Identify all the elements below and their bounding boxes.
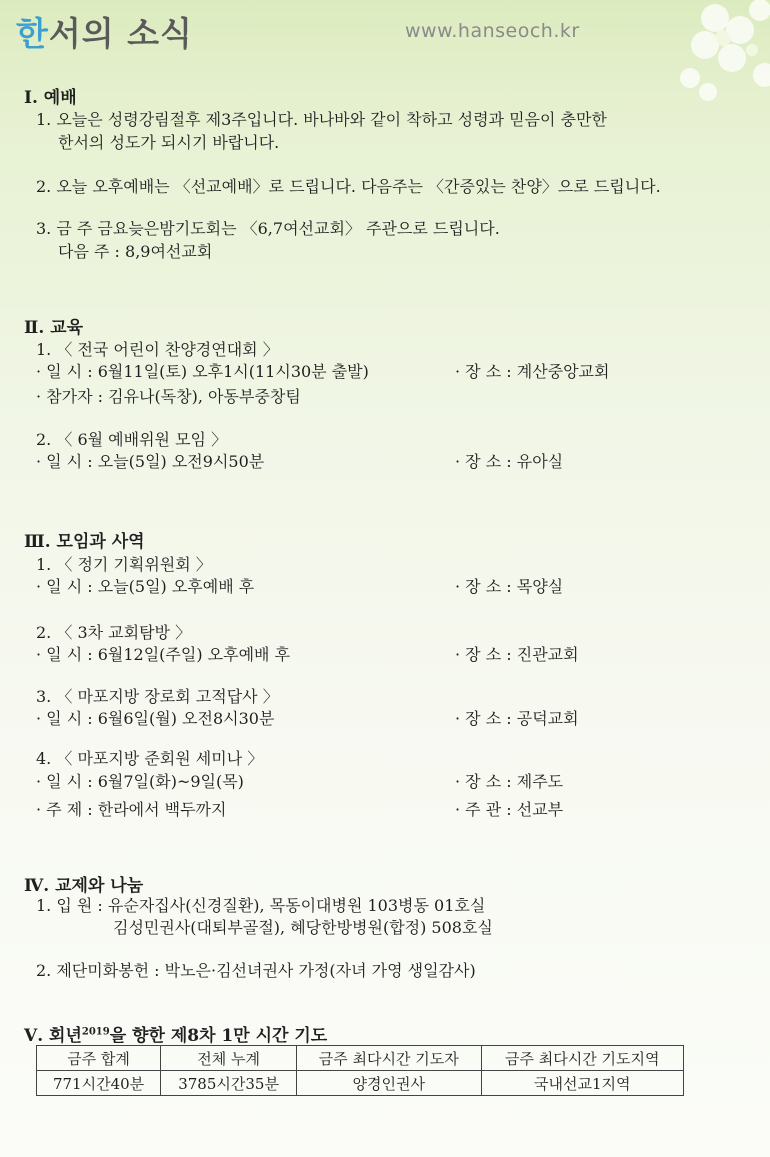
meeting-3: 3. 〈 마포지방 장로회 고적답사 〉 bbox=[36, 687, 279, 706]
fellowship-hospital-cont: 김성민권사(대퇴부골절), 혜당한방병원(합정) 508호실 bbox=[113, 918, 493, 937]
worship-item-1-cont: 한서의 성도가 되시기 바랍니다. bbox=[58, 133, 280, 152]
table-header-cell: 전체 누계 bbox=[161, 1046, 297, 1071]
worship-item-2: 2. 오늘 오후예배는 〈선교예배〉로 드립니다. 다음주는 〈간증있는 찬양〉으로 드립니다. bbox=[36, 177, 661, 196]
worship-item-3: 3. 금 주 금요늦은밤기도회는 〈6,7여선교회〉 주관으로 드립니다. bbox=[36, 219, 500, 238]
meeting-1: 1. 〈 정기 기획위원회 〉 bbox=[36, 555, 212, 574]
header bbox=[0, 0, 770, 70]
title-rest: 서의 소식 bbox=[48, 14, 193, 53]
website-url[interactable]: www.hanseoch.kr bbox=[405, 20, 580, 42]
worship-item-3-cont: 다음 주 : 8,9여선교회 bbox=[58, 242, 213, 261]
prayer-title-year: 2019 bbox=[81, 1026, 110, 1038]
meeting-4: 4. 〈 마포지방 준회원 세미나 〉 bbox=[36, 749, 264, 768]
section-title-fellowship: Ⅳ. 교제와 나눔 bbox=[24, 876, 144, 896]
education-event-1-place: · 장 소 : 계산중앙교회 bbox=[455, 362, 610, 381]
meeting-2-place: · 장 소 : 진관교회 bbox=[455, 645, 579, 664]
meeting-1-place: · 장 소 : 목양실 bbox=[455, 577, 564, 596]
meeting-4-theme: · 주 제 : 한라에서 백두까지 bbox=[36, 800, 227, 819]
title-accent: 한 bbox=[16, 14, 49, 53]
meeting-1-date: · 일 시 : 오늘(5일) 오후예배 후 bbox=[36, 577, 255, 596]
education-event-2-place: · 장 소 : 유아실 bbox=[455, 452, 564, 471]
prayer-title-b: 을 향한 제8차 1만 시간 기도 bbox=[109, 1026, 328, 1046]
table-row bbox=[37, 1071, 684, 1096]
table-header-cell: 금주 최다시간 기도자 bbox=[297, 1046, 482, 1071]
section-title-worship: Ⅰ. 예배 bbox=[24, 88, 77, 108]
prayer-title-a: Ⅴ. 회년 bbox=[24, 1026, 82, 1046]
section-title-prayer bbox=[24, 1021, 327, 1046]
education-event-1-participants: · 참가자 : 김유나(독창), 아동부중창팀 bbox=[36, 387, 301, 406]
table-header-cell: 금주 합계 bbox=[37, 1046, 161, 1071]
table-cell: 국내선교1지역 bbox=[481, 1071, 683, 1096]
education-event-2: 2. 〈 6월 예배위원 모임 〉 bbox=[36, 430, 228, 449]
meeting-4-host: · 주 관 : 선교부 bbox=[455, 800, 564, 819]
meeting-2: 2. 〈 3차 교회탐방 〉 bbox=[36, 623, 192, 642]
meeting-3-date: · 일 시 : 6월6일(월) 오전8시30분 bbox=[36, 709, 275, 728]
table-cell: 771시간40분 bbox=[37, 1071, 161, 1096]
fellowship-altar-flowers: 2. 제단미화봉헌 : 박노은·김선녀권사 가정(자녀 가영 생일감사) bbox=[36, 961, 476, 980]
fellowship-hospital: 1. 입 원 : 유순자집사(신경질환), 목동이대병원 103병동 01호실 bbox=[36, 896, 486, 915]
section-title-meetings: Ⅲ. 모임과 사역 bbox=[24, 532, 145, 552]
meeting-2-date: · 일 시 : 6월12일(주일) 오후예배 후 bbox=[36, 645, 291, 664]
meeting-4-place: · 장 소 : 제주도 bbox=[455, 772, 564, 791]
section-title-education: Ⅱ. 교육 bbox=[24, 318, 84, 338]
table-header-cell: 금주 최다시간 기도지역 bbox=[481, 1046, 683, 1071]
worship-item-1: 1. 오늘은 성령강림절후 제3주입니다. 바나바와 같이 착하고 성령과 믿음이 충만한 bbox=[36, 110, 607, 129]
meeting-4-date: · 일 시 : 6월7일(화)~9일(목) bbox=[36, 772, 244, 791]
meeting-3-place: · 장 소 : 공덕교회 bbox=[455, 709, 579, 728]
clover-flower-icon bbox=[620, 0, 770, 110]
page-title bbox=[16, 8, 193, 55]
prayer-table bbox=[36, 1045, 684, 1096]
table-cell: 양경인권사 bbox=[297, 1071, 482, 1096]
education-event-1: 1. 〈 전국 어린이 찬양경연대회 〉 bbox=[36, 340, 279, 359]
table-header-row bbox=[37, 1046, 684, 1071]
education-event-2-date: · 일 시 : 오늘(5일) 오전9시50분 bbox=[36, 452, 265, 471]
education-event-1-date: · 일 시 : 6월11일(토) 오후1시(11시30분 출발) bbox=[36, 362, 369, 381]
table-cell: 3785시간35분 bbox=[161, 1071, 297, 1096]
